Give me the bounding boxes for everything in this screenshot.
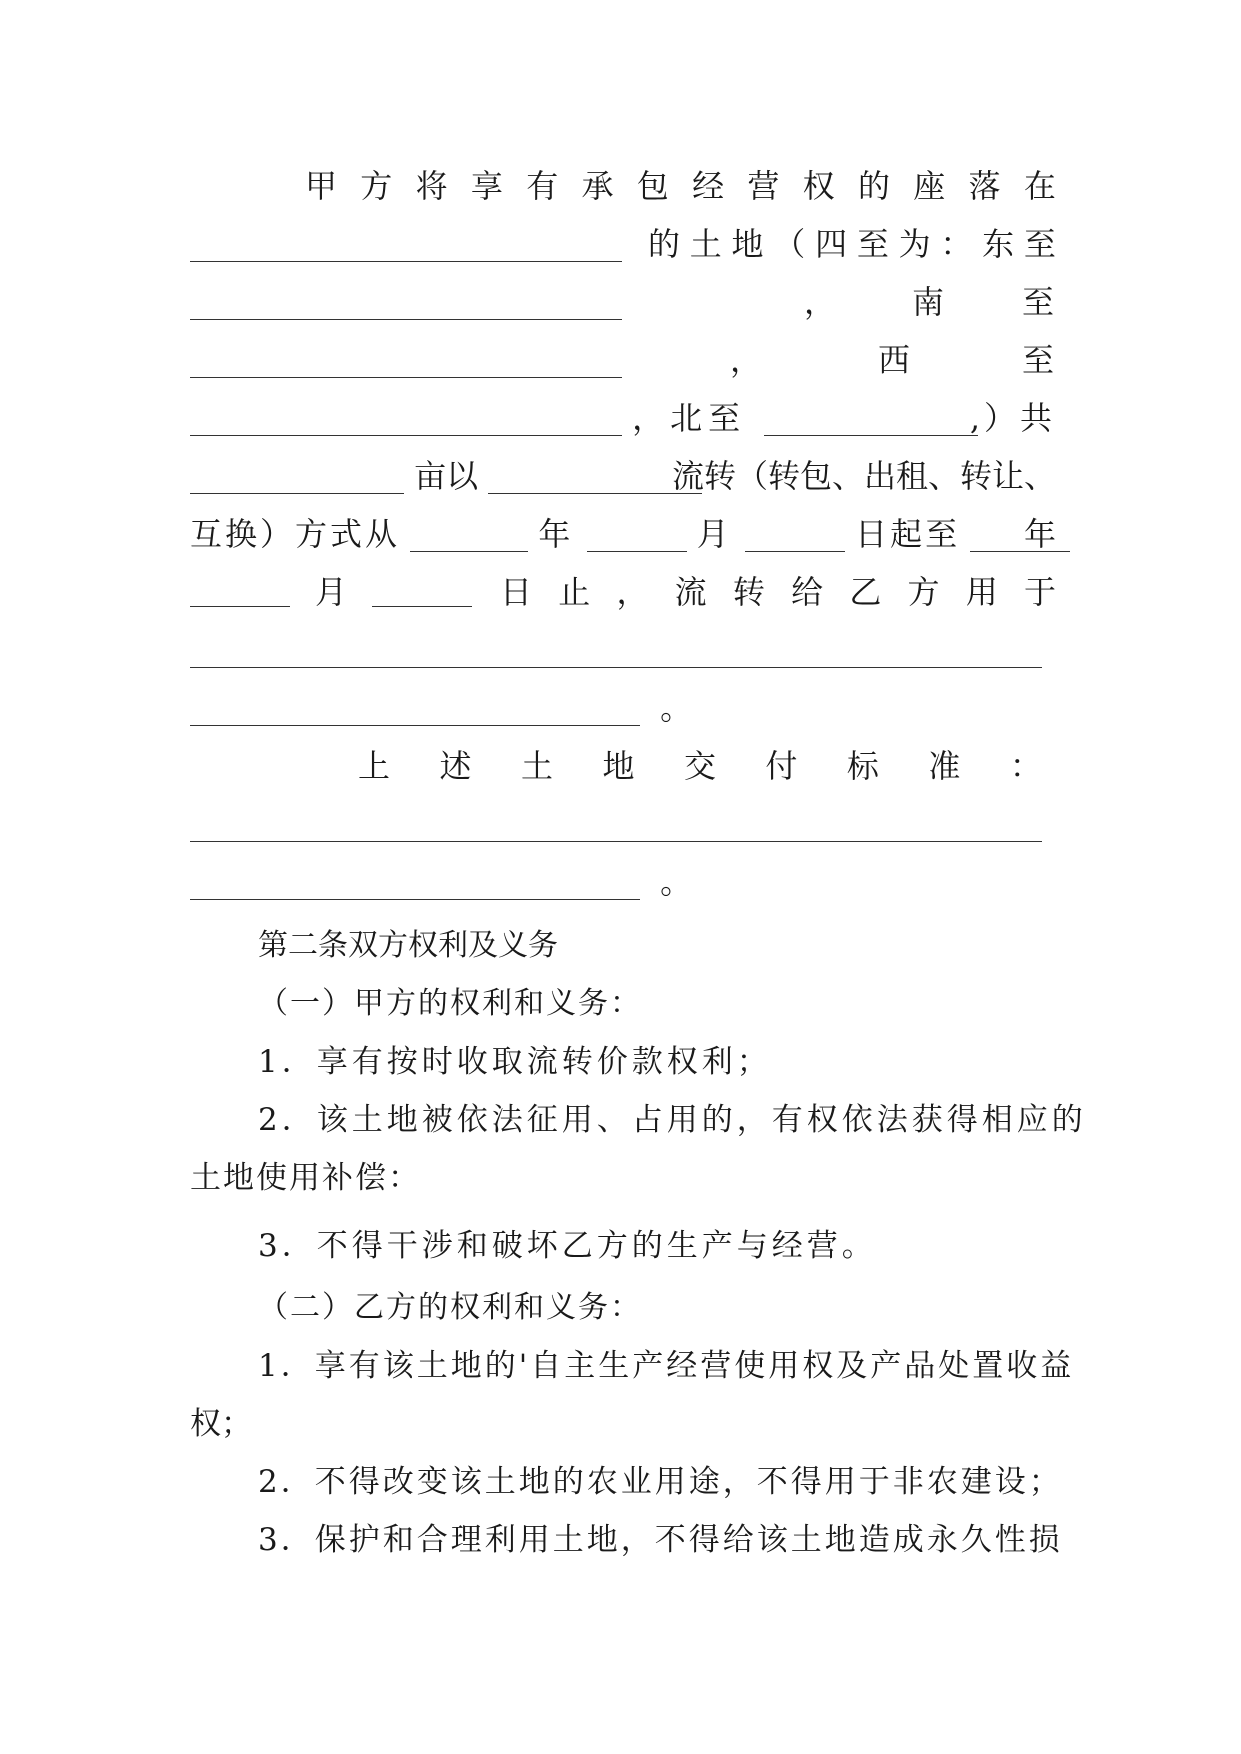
p1-line-6 xyxy=(190,454,1056,498)
text-char: 地 xyxy=(602,747,635,785)
start-year-blank[interactable] xyxy=(410,521,528,552)
text-char: 准 xyxy=(928,747,961,785)
text-char: 日 xyxy=(500,573,533,611)
text-char: 在 xyxy=(1023,167,1056,205)
party-a-item-2: 2．该土地被依法征用、占用的，有权依法获得相应的 xyxy=(258,1102,1087,1138)
text-char: 土 xyxy=(520,747,553,785)
p1-line-8 xyxy=(190,570,1056,614)
text-run: ，北至 xyxy=(632,399,747,437)
p1-line-10 xyxy=(190,686,1056,730)
text-char: 标 xyxy=(846,747,879,785)
text-char: 止 xyxy=(558,573,591,611)
party-b-item-1: 1．享有该土地的'自主生产经营使用权及产品处置收益 xyxy=(258,1348,1075,1384)
text-char: 营 xyxy=(747,167,780,205)
p1-line-3 xyxy=(190,280,1056,324)
delivery-standard-blank[interactable] xyxy=(190,811,1042,842)
text-char: 地 xyxy=(731,225,764,263)
start-month-blank[interactable] xyxy=(587,521,687,552)
text-run: 年 xyxy=(1023,515,1056,553)
location-blank[interactable] xyxy=(190,231,622,262)
text-char: 述 xyxy=(439,747,472,785)
land-use-blank-cont[interactable] xyxy=(190,695,640,726)
text-char: 为 xyxy=(898,225,931,263)
text-char: 经 xyxy=(692,167,725,205)
p2-line-3 xyxy=(190,860,1056,904)
text-char: 南 xyxy=(912,283,945,321)
text-char: 交 xyxy=(683,747,716,785)
delivery-standard-blank-cont[interactable] xyxy=(190,869,640,900)
text-char: 乙 xyxy=(849,573,882,611)
text-char: 落 xyxy=(968,167,1001,205)
text-char: 给 xyxy=(791,573,824,611)
start-day-blank[interactable] xyxy=(745,521,845,552)
text-char: 月 xyxy=(315,573,348,611)
text-run: 流转（转包、出租、转让、 xyxy=(671,457,1056,495)
text-char: ， xyxy=(804,283,837,321)
end-day-blank[interactable] xyxy=(372,576,472,607)
party-b-heading: （二）乙方的权利和义务： xyxy=(258,1290,642,1325)
p2-line-1 xyxy=(358,744,1042,788)
text-char: 付 xyxy=(765,747,798,785)
text-char: 有 xyxy=(526,167,559,205)
p1-line-5 xyxy=(190,396,1056,440)
party-b-item-3: 3．保护和合理利用土地，不得给该土地造成永久性损 xyxy=(258,1522,1063,1558)
south-boundary-blank[interactable] xyxy=(190,347,622,378)
text-char: 至 xyxy=(1022,341,1055,379)
text-char: ， xyxy=(730,341,763,379)
text-char: 将 xyxy=(415,167,448,205)
text-run: 。 xyxy=(660,863,693,901)
text-char: （ xyxy=(773,225,806,263)
text-run: 亩以 xyxy=(414,457,479,495)
text-char: ： xyxy=(1009,747,1042,785)
text-char: 上 xyxy=(358,747,391,785)
text-run: 。 xyxy=(660,689,693,727)
text-char: 包 xyxy=(636,167,669,205)
text-char: 于 xyxy=(1023,573,1056,611)
text-char: 至 xyxy=(1022,283,1055,321)
text-char: 至 xyxy=(856,225,889,263)
text-char: 西 xyxy=(878,341,911,379)
text-char: ， xyxy=(616,573,649,611)
text-char: 至 xyxy=(1023,225,1056,263)
text-char: 权 xyxy=(802,167,835,205)
text-char: 转 xyxy=(732,573,765,611)
land-use-blank[interactable] xyxy=(190,637,1042,668)
text-char: 座 xyxy=(913,167,946,205)
article-2-title: 第二条双方权利及义务 xyxy=(258,928,558,963)
p1-line-2 xyxy=(190,222,1056,266)
party-b-item-2: 2．不得改变该土地的农业用途，不得用于非农建设； xyxy=(258,1464,1063,1500)
text-char: 承 xyxy=(581,167,614,205)
east-boundary-blank[interactable] xyxy=(190,289,622,320)
text-run: ,）共 xyxy=(969,399,1056,437)
text-char: 流 xyxy=(674,573,707,611)
transfer-method-blank[interactable] xyxy=(488,463,702,494)
text-char: 方 xyxy=(360,167,393,205)
text-char: 甲 xyxy=(305,167,338,205)
p1-line-9 xyxy=(190,628,1056,672)
text-char: ： xyxy=(940,225,973,263)
text-char: 用 xyxy=(965,573,998,611)
text-char: 的 xyxy=(857,167,890,205)
text-char: 方 xyxy=(907,573,940,611)
north-boundary-blank[interactable] xyxy=(764,405,978,436)
text-char: 享 xyxy=(470,167,503,205)
party-b-item-1-cont: 权； xyxy=(190,1406,252,1442)
text-char: 土 xyxy=(689,225,722,263)
text-run: 月 xyxy=(696,515,729,553)
p1-line-1 xyxy=(305,164,1056,208)
party-a-item-1: 1．享有按时收取流转价款权利； xyxy=(258,1044,772,1080)
p2-line-2 xyxy=(190,802,1056,846)
party-a-item-2-cont: 土地使用补偿： xyxy=(190,1160,421,1196)
text-run: 年 xyxy=(538,515,571,553)
p1-line-7 xyxy=(190,512,1056,556)
west-boundary-blank[interactable] xyxy=(190,405,622,436)
text-run: 日起至 xyxy=(855,515,961,553)
party-a-heading: （一）甲方的权利和义务： xyxy=(258,986,642,1021)
end-month-blank[interactable] xyxy=(190,576,290,607)
text-char: 的 xyxy=(648,225,681,263)
text-char: 东 xyxy=(982,225,1015,263)
party-a-item-3: 3．不得干涉和破坏乙方的生产与经营。 xyxy=(258,1228,877,1264)
area-blank[interactable] xyxy=(190,463,404,494)
p1-line-4 xyxy=(190,338,1056,382)
text-char: 四 xyxy=(815,225,848,263)
text-run: 互换）方式从 xyxy=(190,515,401,553)
